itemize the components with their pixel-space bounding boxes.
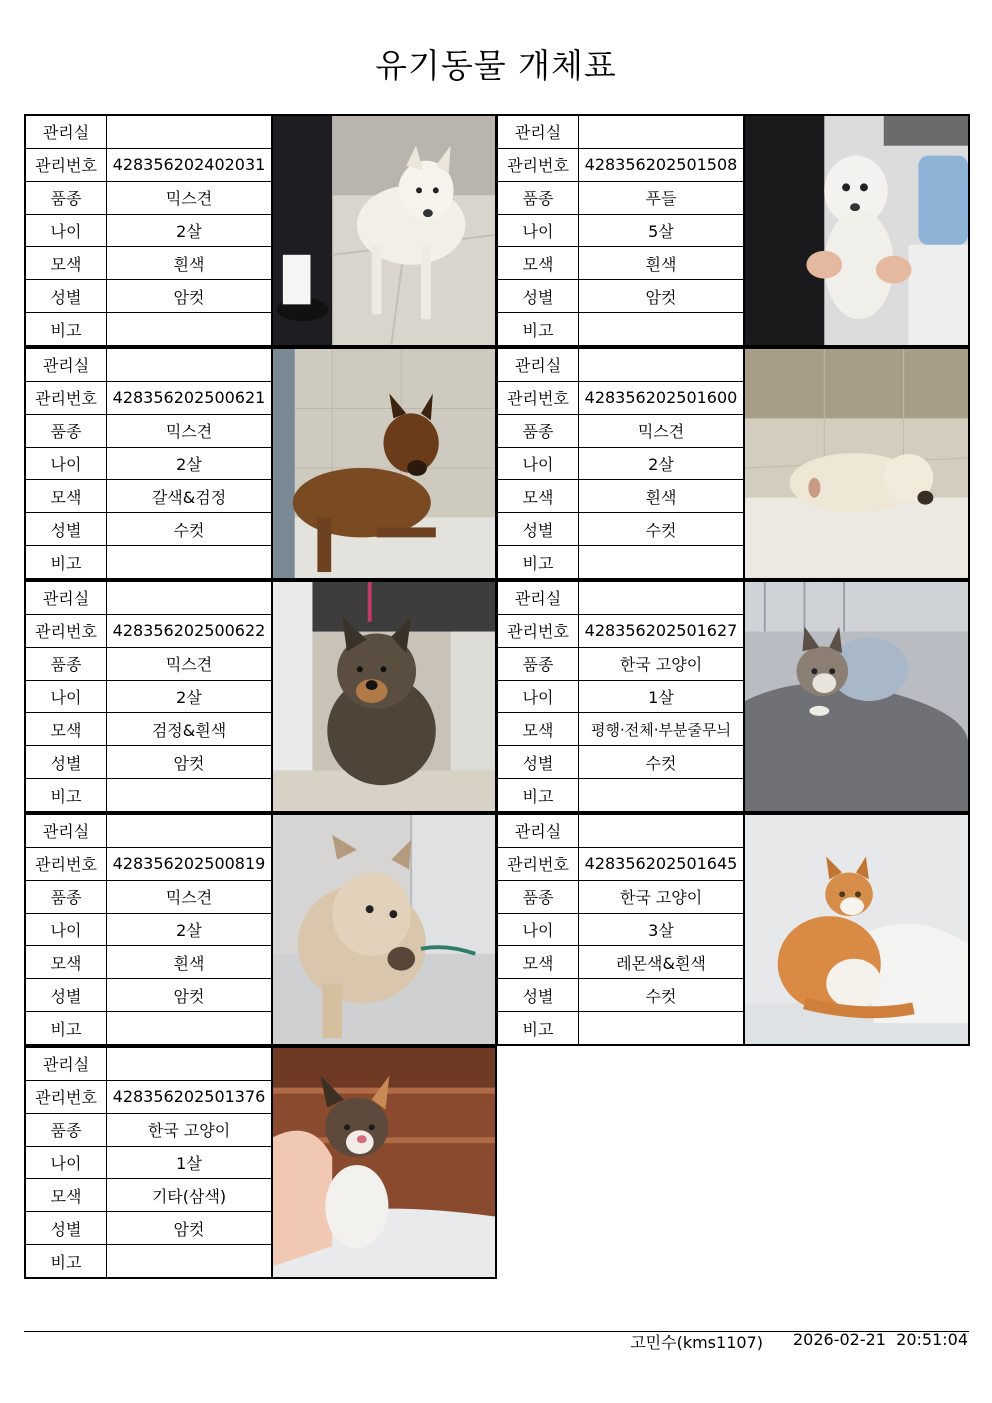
note-value: [107, 1245, 272, 1277]
age-label: 나이: [26, 913, 107, 946]
age-label: 나이: [26, 1146, 107, 1179]
breed-label: 품종: [26, 647, 107, 680]
id-label: 관리번호: [26, 847, 107, 880]
animal-info-table: [498, 815, 744, 1044]
breed-label: 품종: [26, 181, 107, 214]
breed-label: 품종: [498, 181, 579, 214]
tabby-cat-sweater-photo: [744, 582, 968, 811]
room-label: 관리실: [498, 815, 579, 847]
sex-label: 성별: [498, 746, 579, 779]
room-label: 관리실: [26, 582, 107, 614]
color-value: 갈색&검정: [107, 480, 272, 513]
animal-card-8: [496, 813, 970, 1046]
sex-value: 수컷: [579, 979, 744, 1012]
age-value: 2살: [107, 913, 272, 946]
age-value: 2살: [107, 214, 272, 247]
animal-info-table: [26, 349, 272, 578]
id-value: 428356202500622: [107, 614, 272, 647]
sex-label: 성별: [498, 979, 579, 1012]
age-value: 5살: [579, 214, 744, 247]
room-label: 관리실: [26, 1048, 107, 1080]
age-label: 나이: [498, 913, 579, 946]
note-label: 비고: [26, 313, 107, 345]
room-value: [107, 582, 272, 614]
breed-value: 믹스견: [579, 414, 744, 447]
white-dog-lying-photo: [744, 349, 968, 578]
sex-value: 암컷: [107, 1212, 272, 1245]
breed-label: 품종: [26, 414, 107, 447]
animal-card-2: [496, 114, 970, 347]
note-value: [579, 546, 744, 578]
id-value: 428356202501627: [579, 614, 744, 647]
color-label: 모색: [498, 247, 579, 280]
animal-info-table: [26, 1048, 272, 1277]
note-label: 비고: [26, 546, 107, 578]
animal-card-4: [496, 347, 970, 580]
id-label: 관리번호: [26, 381, 107, 414]
sex-label: 성별: [498, 280, 579, 313]
room-label: 관리실: [26, 116, 107, 148]
sex-label: 성별: [26, 513, 107, 546]
sex-label: 성별: [26, 1212, 107, 1245]
breed-value: 한국 고양이: [107, 1113, 272, 1146]
cream-dog-photo: [272, 815, 495, 1044]
age-value: 1살: [107, 1146, 272, 1179]
breed-value: 믹스견: [107, 880, 272, 913]
age-label: 나이: [26, 447, 107, 480]
animal-card-3: [24, 347, 497, 580]
white-dog-photo: [272, 116, 495, 345]
color-label: 모색: [498, 480, 579, 513]
calico-kitten-photo: [272, 1048, 495, 1277]
sex-value: 수컷: [579, 746, 744, 779]
id-value: 428356202501508: [579, 148, 744, 181]
animal-info-table: [26, 815, 272, 1044]
breed-value: 한국 고양이: [579, 880, 744, 913]
room-value: [107, 815, 272, 847]
room-value: [579, 582, 744, 614]
id-value: 428356202500621: [107, 381, 272, 414]
id-value: 428356202501645: [579, 847, 744, 880]
sex-value: 암컷: [579, 280, 744, 313]
age-label: 나이: [26, 680, 107, 713]
age-value: 2살: [579, 447, 744, 480]
age-label: 나이: [498, 680, 579, 713]
note-label: 비고: [26, 1245, 107, 1277]
wet-dark-dog-photo: [272, 582, 495, 811]
note-label: 비고: [498, 1012, 579, 1044]
animal-info-table: [26, 582, 272, 811]
note-value: [579, 1012, 744, 1044]
age-value: 2살: [107, 447, 272, 480]
id-label: 관리번호: [26, 1080, 107, 1113]
color-value: 검정&흰색: [107, 713, 272, 746]
breed-label: 품종: [26, 1113, 107, 1146]
id-label: 관리번호: [498, 847, 579, 880]
id-value: 428356202402031: [107, 148, 272, 181]
sex-label: 성별: [26, 746, 107, 779]
orange-white-cat-photo: [744, 815, 968, 1044]
age-label: 나이: [498, 447, 579, 480]
color-value: 평행·전체·부분줄무늬: [579, 713, 744, 746]
color-value: 흰색: [107, 946, 272, 979]
note-value: [107, 1012, 272, 1044]
footer: [630, 1330, 968, 1353]
sex-value: 암컷: [107, 979, 272, 1012]
id-label: 관리번호: [26, 614, 107, 647]
color-label: 모색: [498, 946, 579, 979]
room-label: 관리실: [26, 349, 107, 381]
id-label: 관리번호: [498, 381, 579, 414]
color-label: 모색: [498, 713, 579, 746]
page-title: 유기동물 개체표: [375, 46, 617, 85]
sex-label: 성별: [26, 280, 107, 313]
note-value: [579, 779, 744, 811]
id-value: 428356202500819: [107, 847, 272, 880]
breed-value: 믹스견: [107, 181, 272, 214]
color-label: 모색: [26, 946, 107, 979]
sex-label: 성별: [26, 979, 107, 1012]
age-label: 나이: [26, 214, 107, 247]
id-label: 관리번호: [498, 148, 579, 181]
footer-author: 고민수(kms1107): [630, 1333, 763, 1352]
sex-label: 성별: [498, 513, 579, 546]
age-value: 3살: [579, 913, 744, 946]
room-value: [107, 116, 272, 148]
color-label: 모색: [26, 247, 107, 280]
animal-card-1: [24, 114, 497, 347]
room-label: 관리실: [26, 815, 107, 847]
note-label: 비고: [498, 546, 579, 578]
note-value: [579, 313, 744, 345]
id-label: 관리번호: [498, 614, 579, 647]
color-value: 흰색: [579, 480, 744, 513]
room-value: [579, 349, 744, 381]
id-value: 428356202501376: [107, 1080, 272, 1113]
footer-datetime: 2026-02-21 20:51:04: [792, 1330, 968, 1349]
animal-info-table: [498, 349, 744, 578]
color-label: 모색: [26, 480, 107, 513]
room-label: 관리실: [498, 582, 579, 614]
age-value: 1살: [579, 680, 744, 713]
animal-info-table: [26, 116, 272, 345]
sex-value: 암컷: [107, 746, 272, 779]
animal-card-9: [24, 1046, 497, 1279]
age-value: 2살: [107, 680, 272, 713]
note-label: 비고: [26, 1012, 107, 1044]
color-value: 레몬색&흰색: [579, 946, 744, 979]
sex-value: 암컷: [107, 280, 272, 313]
color-value: 흰색: [107, 247, 272, 280]
note-value: [107, 313, 272, 345]
animal-info-table: [498, 582, 744, 811]
room-value: [107, 1048, 272, 1080]
breed-label: 품종: [498, 647, 579, 680]
sex-value: 수컷: [579, 513, 744, 546]
animal-card-7: [24, 813, 497, 1046]
color-value: 흰색: [579, 247, 744, 280]
room-label: 관리실: [498, 349, 579, 381]
id-label: 관리번호: [26, 148, 107, 181]
breed-label: 품종: [498, 414, 579, 447]
breed-value: 푸들: [579, 181, 744, 214]
color-label: 모색: [26, 1179, 107, 1212]
breed-value: 한국 고양이: [579, 647, 744, 680]
room-value: [107, 349, 272, 381]
room-value: [579, 815, 744, 847]
note-label: 비고: [498, 779, 579, 811]
breed-value: 믹스견: [107, 647, 272, 680]
animal-card-6: [496, 580, 970, 813]
note-value: [107, 546, 272, 578]
age-label: 나이: [498, 214, 579, 247]
breed-label: 품종: [26, 880, 107, 913]
animal-card-5: [24, 580, 497, 813]
note-label: 비고: [498, 313, 579, 345]
color-value: 기타(삼색): [107, 1179, 272, 1212]
animal-info-table: [498, 116, 744, 345]
sex-value: 수컷: [107, 513, 272, 546]
note-value: [107, 779, 272, 811]
room-label: 관리실: [498, 116, 579, 148]
note-label: 비고: [26, 779, 107, 811]
white-poodle-photo: [744, 116, 968, 345]
breed-value: 믹스견: [107, 414, 272, 447]
room-value: [579, 116, 744, 148]
brown-dog-photo: [272, 349, 495, 578]
breed-label: 품종: [498, 880, 579, 913]
color-label: 모색: [26, 713, 107, 746]
id-value: 428356202501600: [579, 381, 744, 414]
